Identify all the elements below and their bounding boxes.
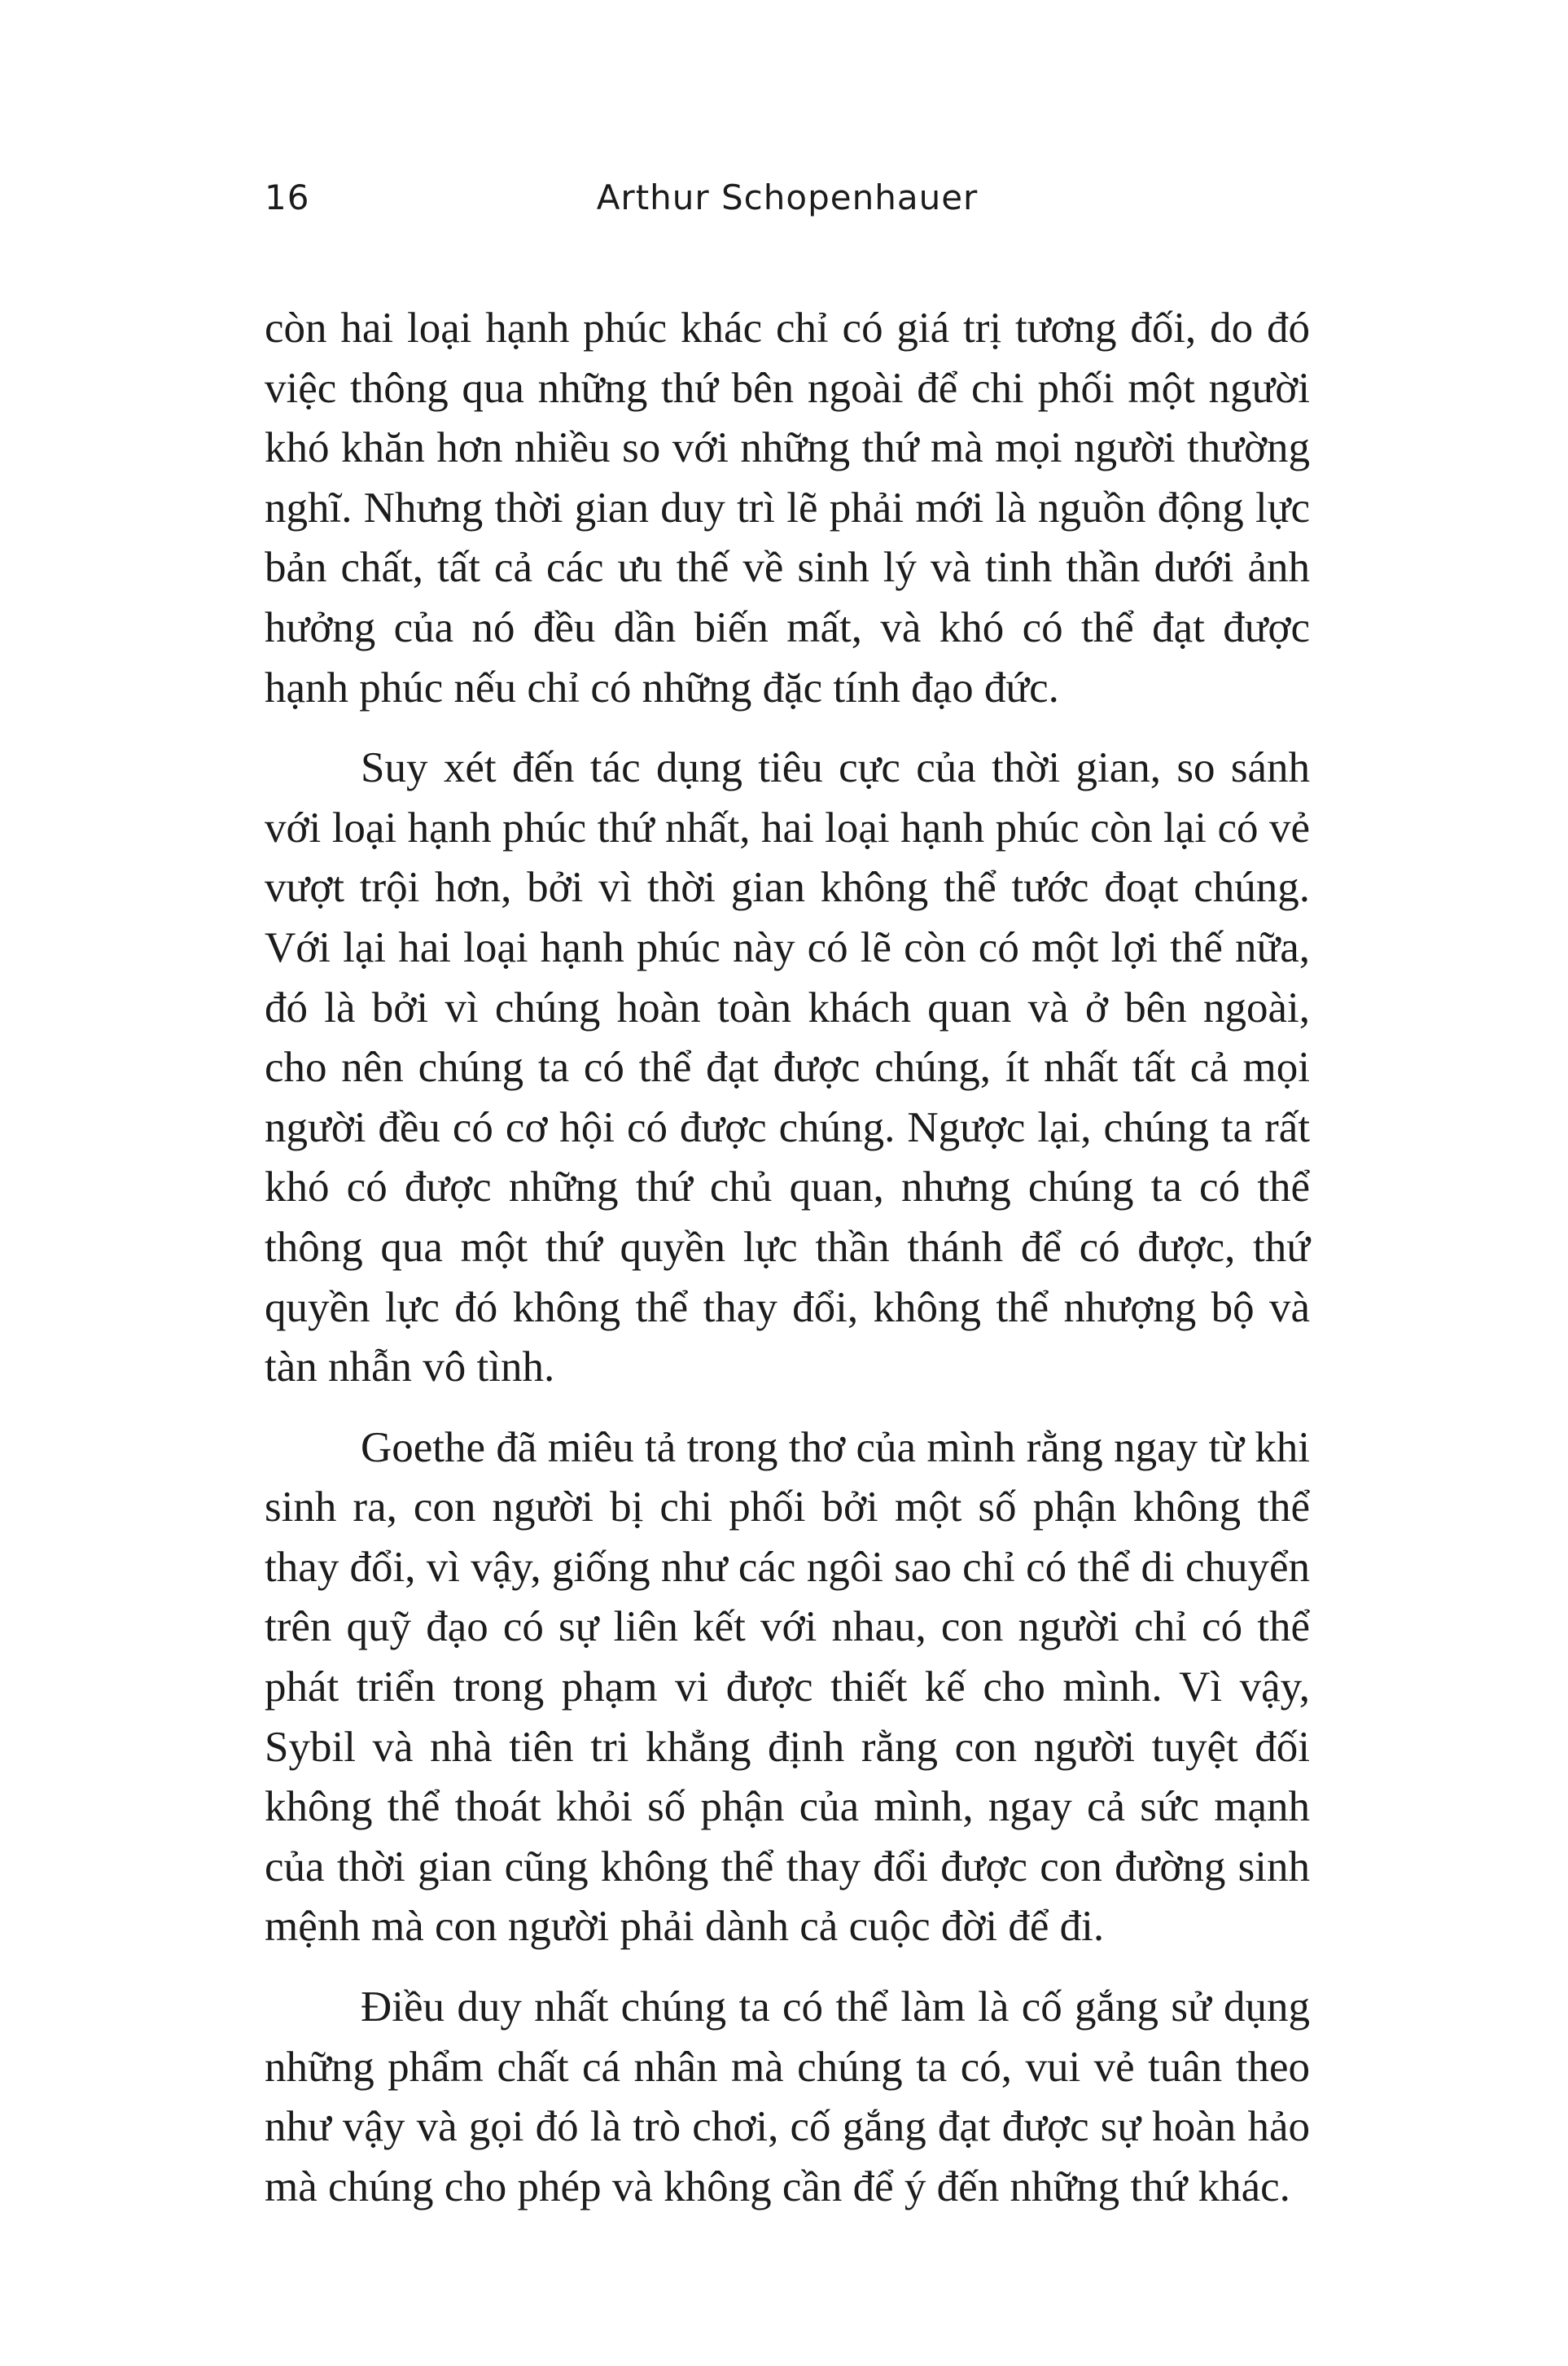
running-header: [265, 177, 1310, 234]
body-text: [265, 299, 1310, 2237]
paragraph: còn hai loại hạnh phúc khác chỉ có giá trị tương đối, do đó việc thông qua những thứ bên ngoài để chi phối một người khó khăn hơn nhiều so với những thứ mà mọi người thường nghĩ. Nhưng thời gian duy trì lẽ phải mới là nguồn động lực bản chất, tất cả các ưu thế về sinh lý và tinh thần dưới ảnh hưởng của nó đều dần biến mất, và khó có thể đạt được hạnh phúc nếu chỉ có những đặc tính đạo đức.: [265, 305, 1310, 712]
paragraph: Goethe đã miêu tả trong thơ của mình rằng ngay từ khi sinh ra, con người bị chi phối bởi một số phận không thể thay đổi, vì vậy, giống như các ngôi sao chỉ có thể di chuyển trên quỹ đạo có sự liên kết với nhau, con người chỉ có thể phát triển trong phạm vi được thiết kế cho mình. Vì vậy, Sybil và nhà tiên tri khẳng định rằng con người tuyệt đối không thể thoát khỏi số phận của mình, ngay cả sức mạnh của thời gian cũng không thể thay đổi được con đường sinh mệnh mà con người phải dành cả cuộc đời để đi.: [265, 1423, 1310, 1951]
paragraph: Suy xét đến tác dụng tiêu cực của thời gian, so sánh với loại hạnh phúc thứ nhất, hai loại hạnh phúc còn lại có vẻ vượt trội hơn, bởi vì thời gian không thể tước đoạt chúng. Với lại hai loại hạnh phúc này có lẽ còn có một lợi thế nữa, đó là bởi vì chúng hoàn toàn khách quan và ở bên ngoài, cho nên chúng ta có thể đạt được chúng, ít nhất tất cả mọi người đều có cơ hội có được chúng. Ngược lại, chúng ta rất khó có được những thứ chủ quan, nhưng chúng ta có thể thông qua một thứ quyền lực thần thánh để có được, thứ quyền lực đó không thể thay đổi, không thể nhượng bộ và tàn nhẫn vô tình.: [265, 744, 1310, 1391]
page-number: 16: [265, 177, 310, 217]
book-author: Arthur Schopenhauer: [596, 177, 979, 217]
paragraph: Điều duy nhất chúng ta có thể làm là cố gắng sử dụng những phẩm chất cá nhân mà chúng ta có, vui vẻ tuân theo như vậy và gọi đó là trò chơi, cố gắng đạt được sự hoàn hảo mà chúng cho phép và không cần để ý đến những thứ khác.: [265, 1983, 1310, 2210]
